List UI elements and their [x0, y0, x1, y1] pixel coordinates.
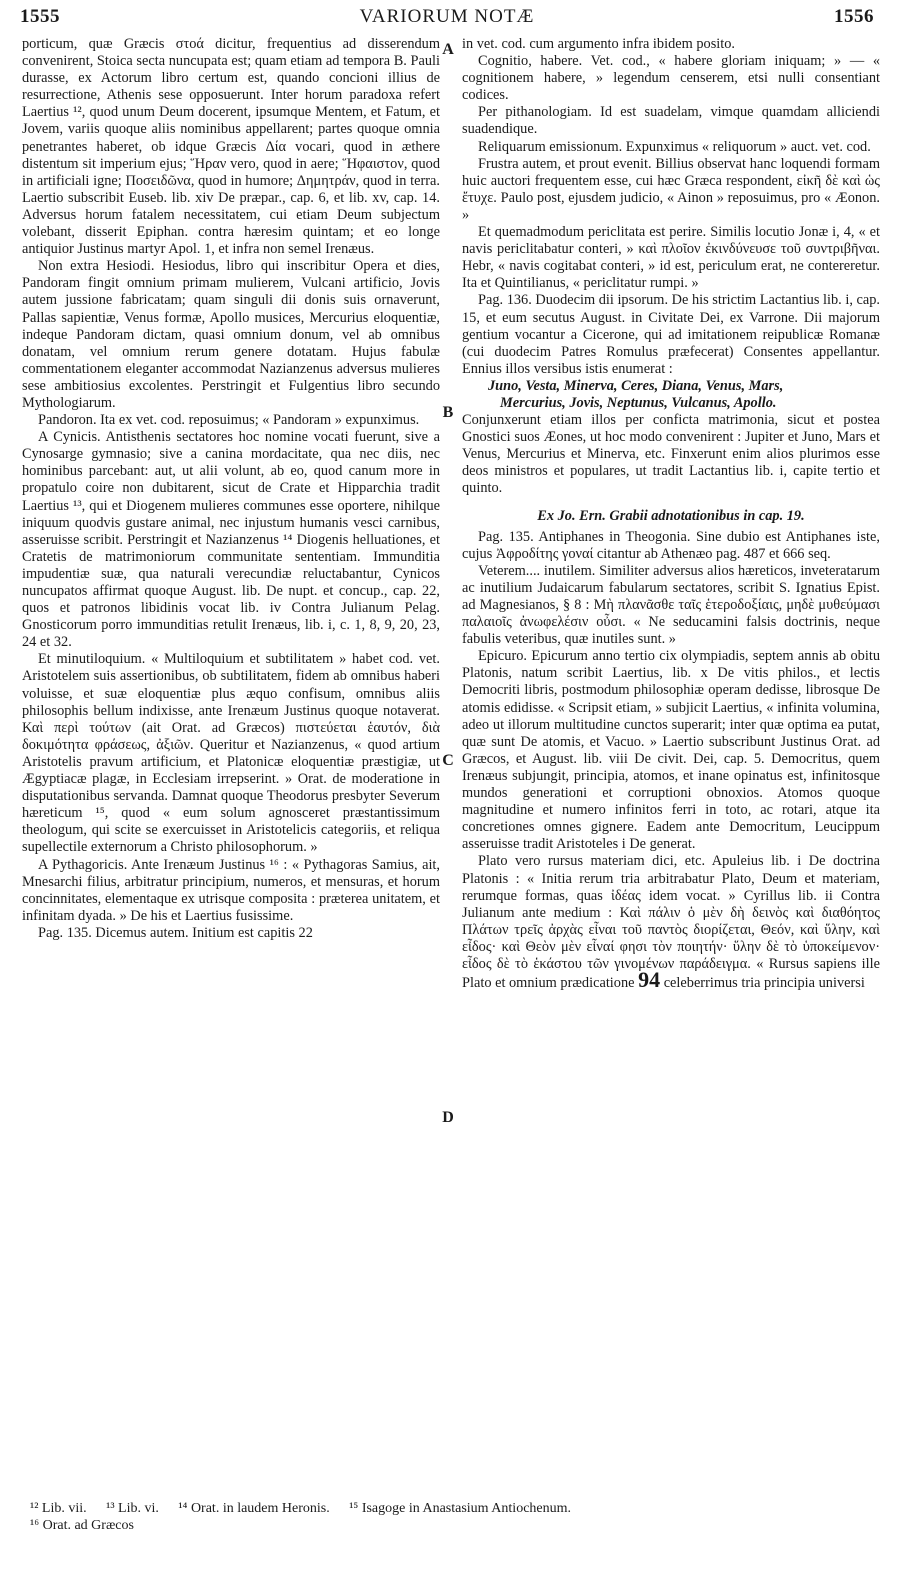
verse-line: Mercurius, Jovis, Neptunus, Vulcanus, Apollo.: [500, 394, 777, 411]
footnote: ¹⁴ Orat. in laudem Heronis.: [178, 1501, 330, 1516]
paragraph: Pandoron. Ita ex vet. cod. reposuimus; « Pandoram » expunximus.: [38, 412, 420, 429]
margin-letter-c: C: [442, 752, 454, 769]
paragraph: A Pythagoricis. Ante Irenæum Justinus ¹⁶ : « Pythagoras Samius, ait, Mnesarchi filius, arbitratur principium, numeros, et mensuras, et horum concinnitates, elementaque ex utrisque composita : præterea unitatem, et infinitam dyada. » De his et Laertius fusissime.: [22, 856, 440, 924]
right-column: [462, 36, 880, 992]
section-heading: Ex Jo. Ern. Grabii adnotationibus in cap. 19.: [537, 507, 805, 524]
paragraph: [462, 853, 880, 992]
paragraph: Pag. 135. Dicemus autem. Initium est capitis 22: [38, 924, 313, 941]
footnote: ¹³ Lib. vi.: [106, 1501, 159, 1516]
paragraph: Frustra autem, et prout evenit. Billius observat hanc loquendi formam huic auctori frequentem esse, cui hæc Græca respondent, εἰκῆ δὲ καὶ ὡς ἔτυχε. Paulo post, ejusdem judicio, « Ainon » reposuimus, pro « Æonon. »: [462, 155, 880, 223]
running-title: VARIORUM NOTÆ: [359, 6, 535, 27]
margin-letter-b: B: [442, 404, 454, 421]
page-number-right: 1556: [834, 6, 874, 27]
signature-number: 94: [638, 967, 661, 993]
footnote: ¹⁶ Orat. ad Græcos: [30, 1518, 134, 1533]
margin-letter-d: D: [442, 1109, 454, 1126]
paragraph: Et minutiloquium. « Multiloquium et subtilitatem » habet cod. vet. Aristotelem suis assertionibus, ob subtilitatem, fidem ab omnibus haberi voluisse, et suæ eloquentiæ plus æquo confisum, omnibus aliis philosophis bellum indixisse, ante Irenæum Justinus quoque notaverat. Καὶ περὶ τούτων (ait Orat. ad Græcos) πιστεύεται ἑαυτόν, διὰ δοκιμότητα φράσεως, ἀξιῶν. Queritur et Nazianzenus, « quod artium Aristotelis pravum artificium, et Platonicæ eloquentiæ præstigiæ, ut Ægyptiacæ plagæ, in Ecclesiam irrepserint. » Orat. de moderatione in disputationibus servanda. Damnat quoque Theodorus presbyter Severum hæreticum ¹⁵, quod « eum solum agnosceret præstantissimum theologum, qui scite se exercuisset in Aristotelicis categoriis, et reliqua supellectile externorum a Christo philosophorum. »: [22, 651, 440, 856]
margin-letter-a: A: [442, 41, 454, 58]
paragraph: Veterem.... inutilem. Similiter adversus alios hæreticos, inveteratarum ac inutilium Judaicarum fabularum sectatores, scribit S. Ignatius Epist. ad Magnesianos, § 8 : Μὴ πλανᾶσθε ταῖς ἑτεροδοξίαις, μηδὲ μυθεύμασι παλαιοῖς ἀνωφελέσιν οὖσι. « Ne seducamini falsis doctrinis, neque fabulis veteribus, quæ inutiles sunt. »: [462, 562, 880, 648]
paragraph: Conjunxerunt etiam illos per conficta matrimonia, sicut et postea Gnostici suos Æones, ut hoc modo convenirent : Jupiter et Juno, Mars et Venus, Mercurius et Minerva, etc. Finxerunt enim alios plurimos esse deos ministros et populares, ut tradit Lactantius lib. i, capite tertio et quinto.: [462, 412, 880, 497]
footnote-line: [30, 1500, 874, 1517]
paragraph: Reliquarum emissionum. Expunximus « reliquorum » auct. vet. cod.: [478, 138, 871, 155]
paragraph-text: celeberrimus tria principia universi: [663, 975, 865, 992]
paragraph: Cognitio, habere. Vet. cod., « habere gloriam iniquam; » — « cognitionem habere, » legendum censerem, etsi nulli consentiant codices.: [462, 53, 880, 104]
footnote: ¹² Lib. vii.: [30, 1501, 87, 1516]
footnote-line: [30, 1517, 874, 1534]
paragraph: Pag. 135. Antiphanes in Theogonia. Sine dubio est Antiphanes iste, cujus Ἀφροδίτης γοναί citantur ab Athenæo pag. 487 et 666 seq.: [462, 528, 880, 562]
paragraph: Per pithanologiam. Id est suadelam, vimque quamdam alliciendi suadendique.: [462, 104, 880, 138]
footnotes: [30, 1500, 874, 1534]
paragraph: Pag. 136. Duodecim dii ipsorum. De his strictim Lactantius lib. i, cap. 15, et eum secutus August. in Civitate Dei, ex Varrone. Dii majorum gentium vocantur a Cicerone, qui ad imitationem reipublicæ Romanæ (cui duodecim Patres Romulus præfecerat) Consentes appellantur. Ennius illos versibus istis enumerat :: [462, 292, 880, 377]
paragraph: Et quemadmodum periclitata est perire. Similis locutio Jonæ i, 4, « et navis periclitabatur conteri, » καὶ πλοῖον ἐκινδύνευσε τοῦ συντριβῆναι. Hebr, « navis cogitabat conteri, » id est, periculum erat, ne contereretur. Ita et Quintilianus, « periclitatur rumpi. »: [462, 224, 880, 292]
paragraph: in vet. cod. cum argumento infra ibidem posito.: [462, 36, 736, 52]
paragraph-text: Plato vero rursus materiam dici, etc. Apuleius lib. i De doctrina Platonis : « Initia rerum tria arbitrabatur Plato, Deum et materiam, rerumque formas, quas ἰδέας idem vocat. » Cyrillus lib. ii Contra Julianum ante medium : Καὶ πάλιν ὁ μὲν δὴ δεινὸς καὶ διαθόητος Πλάτων τρεῖς ἀρχὰς εἶναι τοῦ παντὸς διορίζεται, Θεόν, καὶ ὕλην, καὶ εἶδος· καὶ Θεὸν μὲν εἶναί φησι τὸν ποιητήν· ὕλην δὲ τὸ ὑποκείμενον· εἶδος δὲ τὸ ἑκάστου τῶν γινομένων παράδειγμα. « Rursus sapiens ille Plato et omnium prædicatione: [462, 853, 880, 992]
left-column: [22, 36, 440, 942]
footnote: ¹⁵ Isagoge in Anastasium Antiochenum.: [349, 1501, 572, 1516]
paragraph: Non extra Hesiodi. Hesiodus, libro qui inscribitur Opera et dies, Pandoram fingit omnium primam mulierem, Vulcani artificio, Jovis autem jussione fabricatam; quam singuli dii donis suis ornaverunt, Pallas sapientiæ, Venus formæ, Apollo musices, Mercurius eloquentiæ, indeque Pandoram dictam, quasi omnium donum, vel ab omnibus donatam, vel omnium rerum genere dotatam. Hujus fabulæ commentationem eleganter accommodat Nazianzenus adversus mulieres sese ambitiosius excolentes. Perstringit et Fulgentius libro secundo Mythologiarum.: [22, 258, 440, 411]
paragraph: Epicuro. Epicurum anno tertio cix olympiadis, septem annis ab obitu Platonis, natum scribit Laertius, lib. x De vitis philos., et lectis Democriti libris, postmodum philosophiæ operam dedisse, librosque De atomis edidisse. « Scripsit etiam, » subjicit Laertius, « infinita volumina, adeo ut illorum multitudine cunctos superarit; inter quæ optima ea putat, quæ sunt De atomis, et Vacuo. » Laertio subscribunt Justinus Orat. ad Græcos, et August. lib. viii De civit. Dei, cap. 5. Democritus, quem Irenæus subjungit, principia, atomos, et inane opinatus est, infinitosque mundos generationi et corruptioni obnoxios. Atomos quoque magnitudine et numero infinitos ferri in toto, ac rotari, atque ita concretiones omnes gignere. Eadem ante Democritum, Leucippum asseruisse tradit Aristoteles i De generat.: [462, 648, 880, 853]
verse-line: Juno, Vesta, Minerva, Ceres, Diana, Venus, Mars,: [488, 377, 784, 394]
page-header: [20, 6, 874, 34]
paragraph: porticum, quæ Græcis στοά dicitur, frequentius ad disserendum convenirent, Stoica secta nuncupata est; quam etiam ad tempora B. Pauli durasse, ex Actorum libro certum est, quando concioni illius de resurrectione, Athenis sese opposuerunt. Inter horum paradoxa refert Laertius ¹², quod unum Deum docerent, ipsumque Mentem, et Fatum, et Jovem, variis quoque aliis nominibus appellarent; partes quoque omnia penetrantes haberet, ob idque Græcis Δία vocari, quod in æthere distentum sit imperium ejus; Ἥραν vero, quod in aere; Ἥφαιστον, quod in artificiali igne; Ποσειδῶνα, quod in humore; Δημητράν, quod in terra. Laertio subscribit Euseb. lib. xiv De præpar., cap. 6, et lib. xv, cap. 14. Adversus horum fatalem necessitatem, cui etiam Deum subjectum volebant, disserit Epiphan. contra hæresim quintam; et eo longe antiquior Justinus martyr Apol. 1, et infra non semel Irenæus.: [22, 36, 440, 258]
paragraph: A Cynicis. Antisthenis sectatores hoc nomine vocati fuerunt, sive a Cynosarge gymnasio; sive a canina mordacitate, qua nec diis, nec hominibus parcebant: aut, ut alii volunt, ab eo, quod canum more in propatulo coire non dubitarent, sicut de Crate et Hipparchia tradit Laertius ¹³, qui et Diogenem mulieres communes esse oportere, nihilque iniquum quodvis gustare animal, nec injustum humanis vesci carnibus, asseruisse scribit. Perstringit et Nazianzenus ¹⁴ Diogenis helluationes, et Cratetis de matrimoniorum communitate sententiam. Immunditia impudentiæ suæ, qua naturali verecundiæ reluctabantur, Cynicos nuncupatos affirmat quoque August. lib. De nupt. et concup., cap. 22, quos et patronos libidinis vocat lib. iv Contra Julianum Pelag. Gnosticorum porro immunditias retulit Irenæus, lib. i, c. 1, 8, 9, 20, 23, 24 et 32.: [22, 429, 440, 651]
page-number-left: 1555: [20, 6, 60, 27]
